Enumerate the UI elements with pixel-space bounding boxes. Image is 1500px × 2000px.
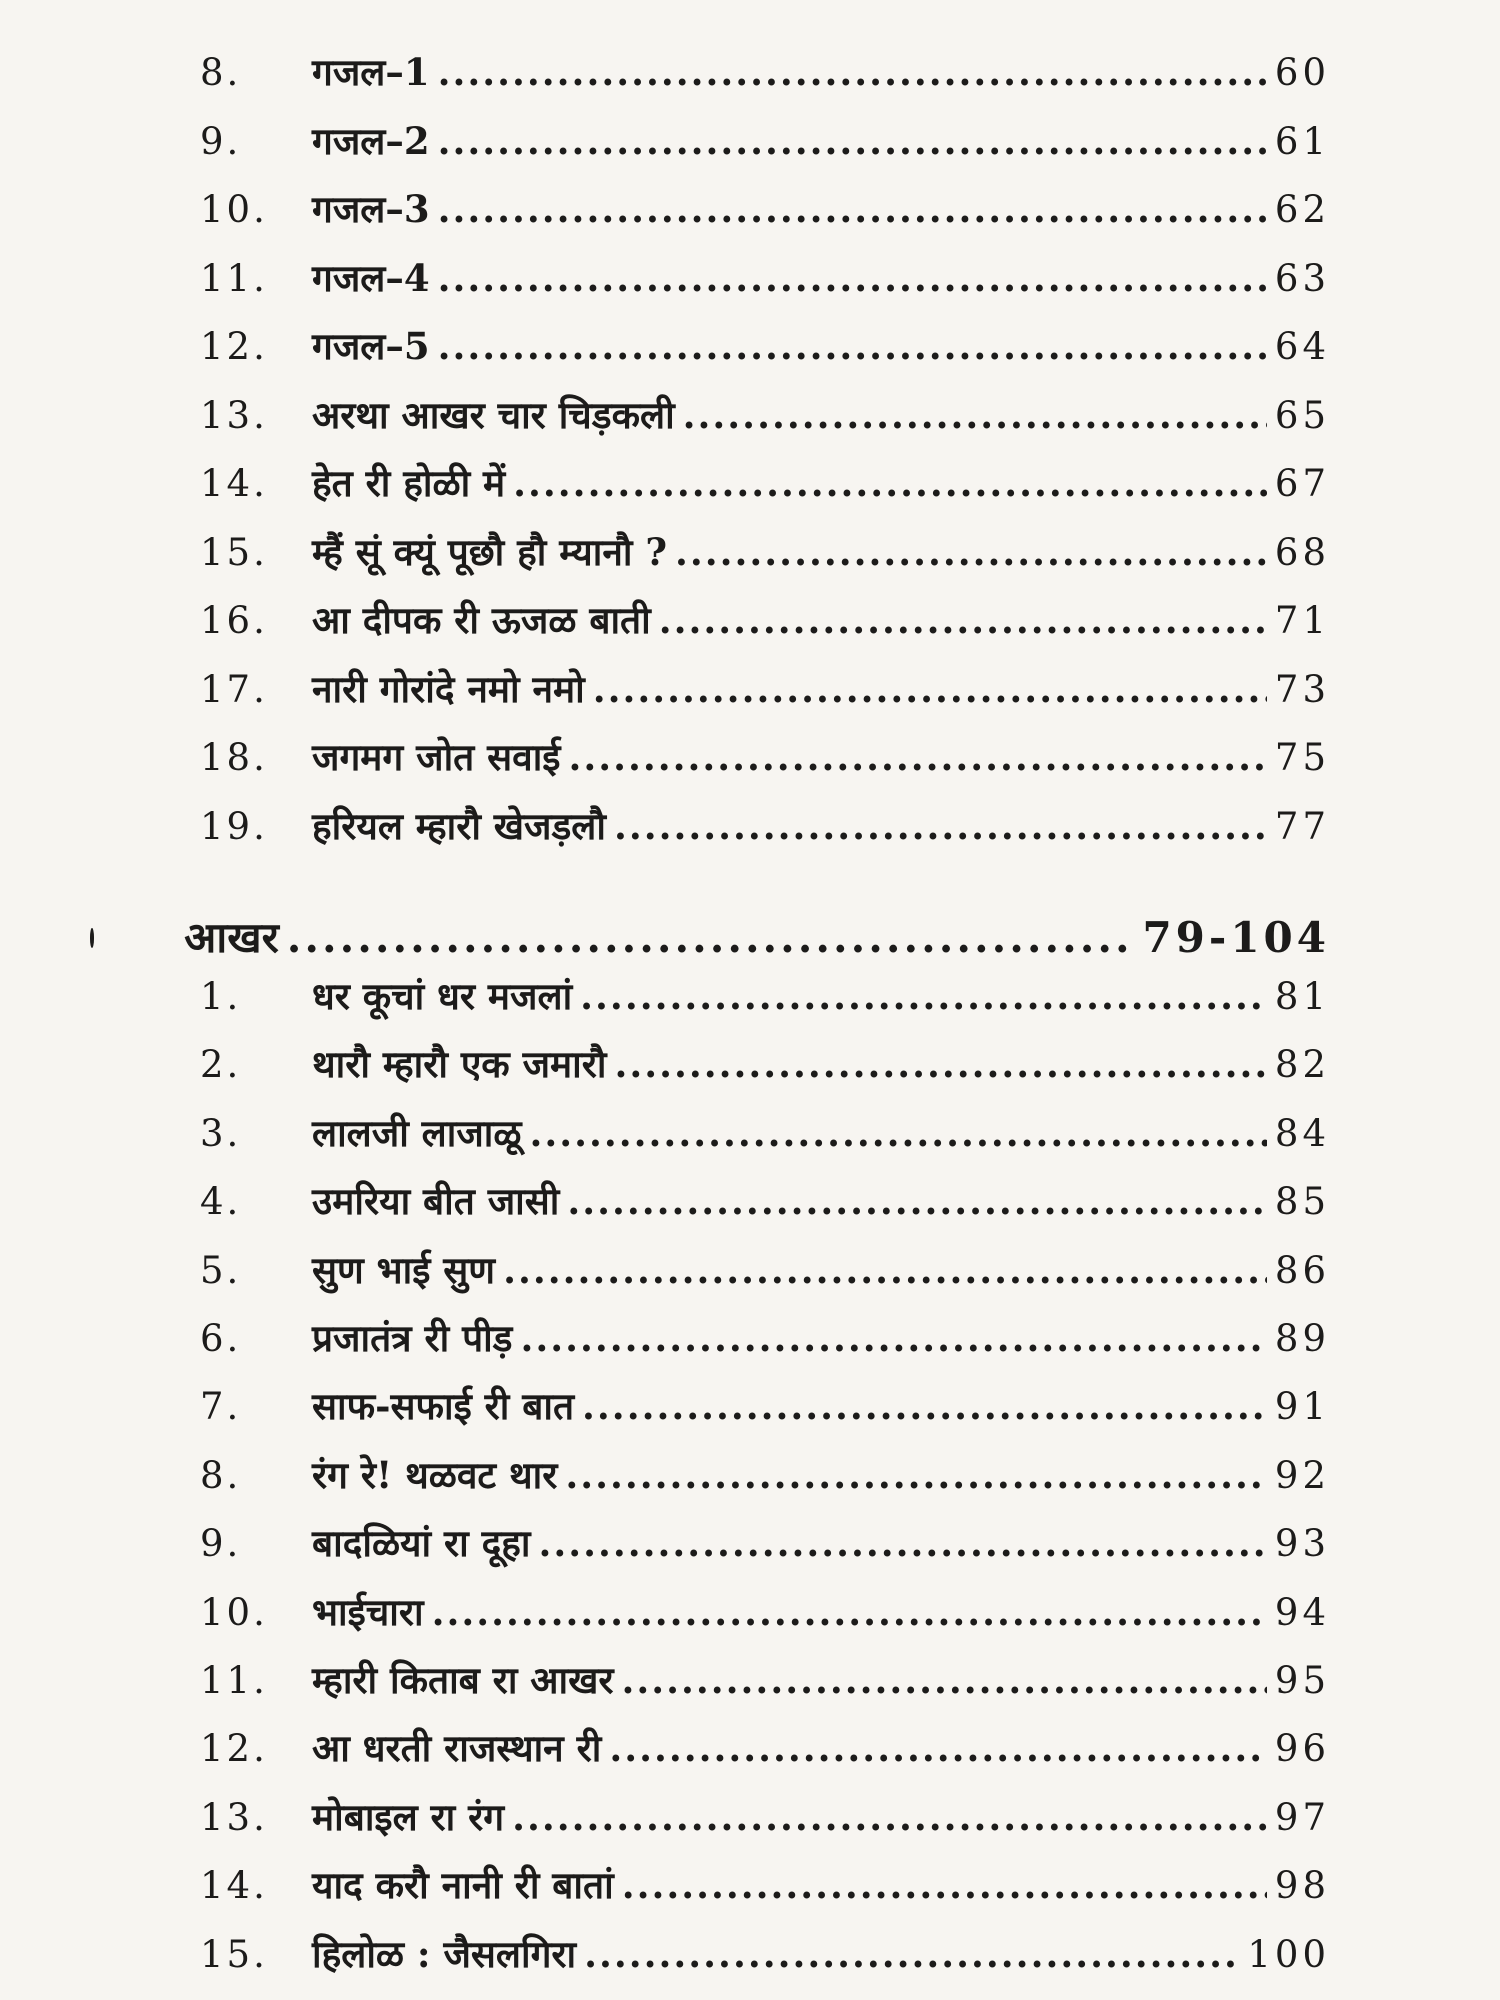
bullet-icon	[90, 928, 94, 948]
toc-entry	[200, 1859, 1330, 1911]
entry-title: उमरिया बीत जासी	[312, 1179, 560, 1224]
entry-number: 8.	[200, 1453, 242, 1497]
entry-title: गजल–5	[312, 324, 430, 368]
entry-number: 19.	[200, 804, 268, 848]
entry-number: 12.	[200, 1727, 268, 1771]
toc-entry	[200, 252, 1330, 304]
dot-leader	[614, 1038, 1266, 1090]
toc-entry	[200, 594, 1330, 646]
entry-number: 17.	[200, 667, 268, 711]
entry-page-number: 60	[1274, 51, 1330, 94]
toc-entry	[200, 1107, 1330, 1159]
toc-entry	[200, 526, 1330, 578]
toc-entry	[200, 1038, 1330, 1090]
entry-page-number: 82	[1274, 1043, 1330, 1087]
entry-title: म्हैं सूं क्यूं पूछौ हौ म्यानौ ?	[312, 529, 668, 574]
entry-title: आ दीपक री ऊजळ बाती	[312, 598, 651, 642]
entry-number: 18.	[200, 736, 268, 779]
toc-entry	[200, 1586, 1330, 1638]
dot-leader	[582, 1380, 1267, 1432]
toc-entry	[200, 1175, 1330, 1227]
entry-number: 6.	[200, 1317, 242, 1360]
toc-entry	[200, 46, 1330, 98]
entry-title: हिलोळ : जैसलगिरा	[312, 1931, 577, 1976]
entry-page-number: 73	[1274, 667, 1330, 711]
entry-page-number: 94	[1274, 1590, 1330, 1634]
entry-title: धर कूचां धर मजलां	[312, 974, 573, 1018]
entry-number: 15.	[200, 530, 268, 574]
entry-number: 14.	[200, 1864, 268, 1908]
entry-title: गजल–1	[312, 50, 430, 94]
toc-entry	[200, 183, 1330, 235]
dot-leader	[438, 46, 1267, 98]
entry-title: साफ-सफाई री बात	[312, 1384, 575, 1429]
entry-page-number: 92	[1274, 1453, 1330, 1497]
entry-title: प्रजातंत्र री पीड़	[312, 1316, 513, 1360]
toc-entry	[200, 1312, 1330, 1364]
entry-page-number: 63	[1274, 256, 1330, 300]
entry-number: 1.	[200, 975, 242, 1018]
section-title: आखर	[184, 913, 279, 962]
dot-leader	[584, 1928, 1239, 1980]
entry-title: गजल–3	[312, 187, 430, 231]
entry-page-number: 67	[1274, 462, 1330, 505]
dot-leader	[683, 389, 1267, 441]
entry-number: 11.	[200, 1659, 268, 1702]
entry-title: भाईचारा	[312, 1589, 424, 1634]
dot-leader	[568, 731, 1266, 783]
dot-leader	[538, 1517, 1266, 1569]
entry-page-number: 91	[1274, 1385, 1330, 1429]
toc-entry	[200, 1517, 1330, 1569]
section-page-range: 79-104	[1142, 913, 1330, 962]
dot-leader	[287, 908, 1135, 968]
entry-page-number: 100	[1247, 1932, 1330, 1976]
dot-leader	[512, 1791, 1267, 1843]
dot-leader	[438, 183, 1267, 235]
entry-page-number: 77	[1274, 804, 1330, 848]
dot-leader	[438, 320, 1267, 372]
entry-title: बादळियां रा दूहा	[312, 1521, 531, 1566]
entry-page-number: 84	[1274, 1111, 1330, 1155]
entry-page-number: 75	[1274, 736, 1330, 779]
entry-page-number: 65	[1274, 393, 1330, 437]
entry-title: थारौ म्हारौ एक जमारौ	[312, 1042, 607, 1087]
entry-number: 4.	[200, 1180, 242, 1224]
entry-page-number: 68	[1274, 530, 1330, 574]
toc-entry	[200, 1380, 1330, 1432]
toc-entry	[200, 970, 1330, 1022]
dot-leader	[622, 1654, 1267, 1706]
dot-leader	[520, 1312, 1266, 1364]
entry-number: 9.	[200, 1522, 242, 1566]
dot-leader	[513, 457, 1267, 509]
dot-leader	[593, 663, 1267, 715]
entry-number: 7.	[200, 1385, 242, 1429]
dot-leader	[530, 1107, 1267, 1159]
entry-title: नारी गोरांदे नमो नमो	[312, 666, 585, 711]
entry-page-number: 93	[1274, 1522, 1330, 1566]
entry-page-number: 81	[1274, 975, 1330, 1018]
entry-page-number: 61	[1274, 119, 1330, 163]
entry-page-number: 97	[1274, 1795, 1330, 1839]
toc-entry	[200, 1654, 1330, 1706]
toc-entry	[200, 1244, 1330, 1296]
entry-title: अरथा आखर चार चिड़कली	[312, 392, 675, 437]
entry-title: गजल–2	[312, 118, 430, 163]
toc-entry	[200, 115, 1330, 167]
dot-leader	[438, 115, 1267, 167]
entry-title: रंग रे! थळवट थार	[312, 1452, 558, 1497]
entry-number: 11.	[200, 256, 268, 300]
entry-page-number: 64	[1274, 325, 1330, 368]
entry-page-number: 89	[1274, 1317, 1330, 1360]
dot-leader	[675, 526, 1267, 578]
section-heading	[90, 908, 1330, 968]
entry-page-number: 85	[1274, 1180, 1330, 1224]
entry-title: आ धरती राजस्थान री	[312, 1726, 602, 1771]
toc-entry	[200, 800, 1330, 852]
dot-leader	[622, 1859, 1267, 1911]
entry-title: म्हारी किताब रा आखर	[312, 1658, 614, 1702]
dot-leader	[503, 1244, 1267, 1296]
dot-leader	[659, 594, 1267, 646]
toc-entry	[200, 1722, 1330, 1774]
entry-page-number: 71	[1274, 599, 1330, 642]
entry-page-number: 96	[1274, 1727, 1330, 1771]
entry-page-number: 86	[1274, 1248, 1330, 1292]
entry-number: 3.	[200, 1111, 242, 1155]
entry-page-number: 62	[1274, 188, 1330, 231]
entry-title: सुण भाई सुण	[312, 1247, 496, 1292]
toc-entry	[200, 663, 1330, 715]
entry-number: 8.	[200, 51, 242, 94]
dot-leader	[567, 1175, 1267, 1227]
toc-entry	[200, 1449, 1330, 1501]
entry-number: 10.	[200, 1590, 268, 1634]
toc-entry	[200, 389, 1330, 441]
entry-page-number: 95	[1274, 1659, 1330, 1702]
toc-entry	[200, 1791, 1330, 1843]
entry-title: याद करौ नानी री बातां	[312, 1863, 614, 1908]
entry-number: 5.	[200, 1248, 242, 1292]
entry-number: 15.	[200, 1932, 268, 1976]
toc-entry	[200, 1928, 1330, 1980]
entry-number: 13.	[200, 393, 268, 437]
dot-leader	[609, 1722, 1267, 1774]
entry-title: जगमग जोत सवाई	[312, 735, 561, 779]
dot-leader	[438, 252, 1267, 304]
entry-title: हरियल म्हारौ खेजड़लौ	[312, 803, 606, 848]
entry-number: 16.	[200, 599, 268, 642]
entry-number: 9.	[200, 119, 242, 163]
toc-entry	[200, 457, 1330, 509]
entry-number: 10.	[200, 188, 268, 231]
entry-title: मोबाइल रा रंग	[312, 1794, 505, 1839]
dot-leader	[580, 970, 1267, 1022]
toc-entry	[200, 320, 1330, 372]
dot-leader	[614, 800, 1267, 852]
toc-entry	[200, 731, 1330, 783]
dot-leader	[565, 1449, 1267, 1501]
entry-number: 14.	[200, 462, 268, 505]
entry-number: 13.	[200, 1795, 268, 1839]
entry-page-number: 98	[1274, 1864, 1330, 1908]
entry-title: हेत री होळी में	[312, 461, 506, 505]
entry-title: गजल–4	[312, 255, 430, 300]
entry-title: लालजी लाजाळू	[312, 1110, 522, 1155]
dot-leader	[432, 1586, 1267, 1638]
entry-number: 2.	[200, 1043, 242, 1087]
entry-number: 12.	[200, 325, 268, 368]
